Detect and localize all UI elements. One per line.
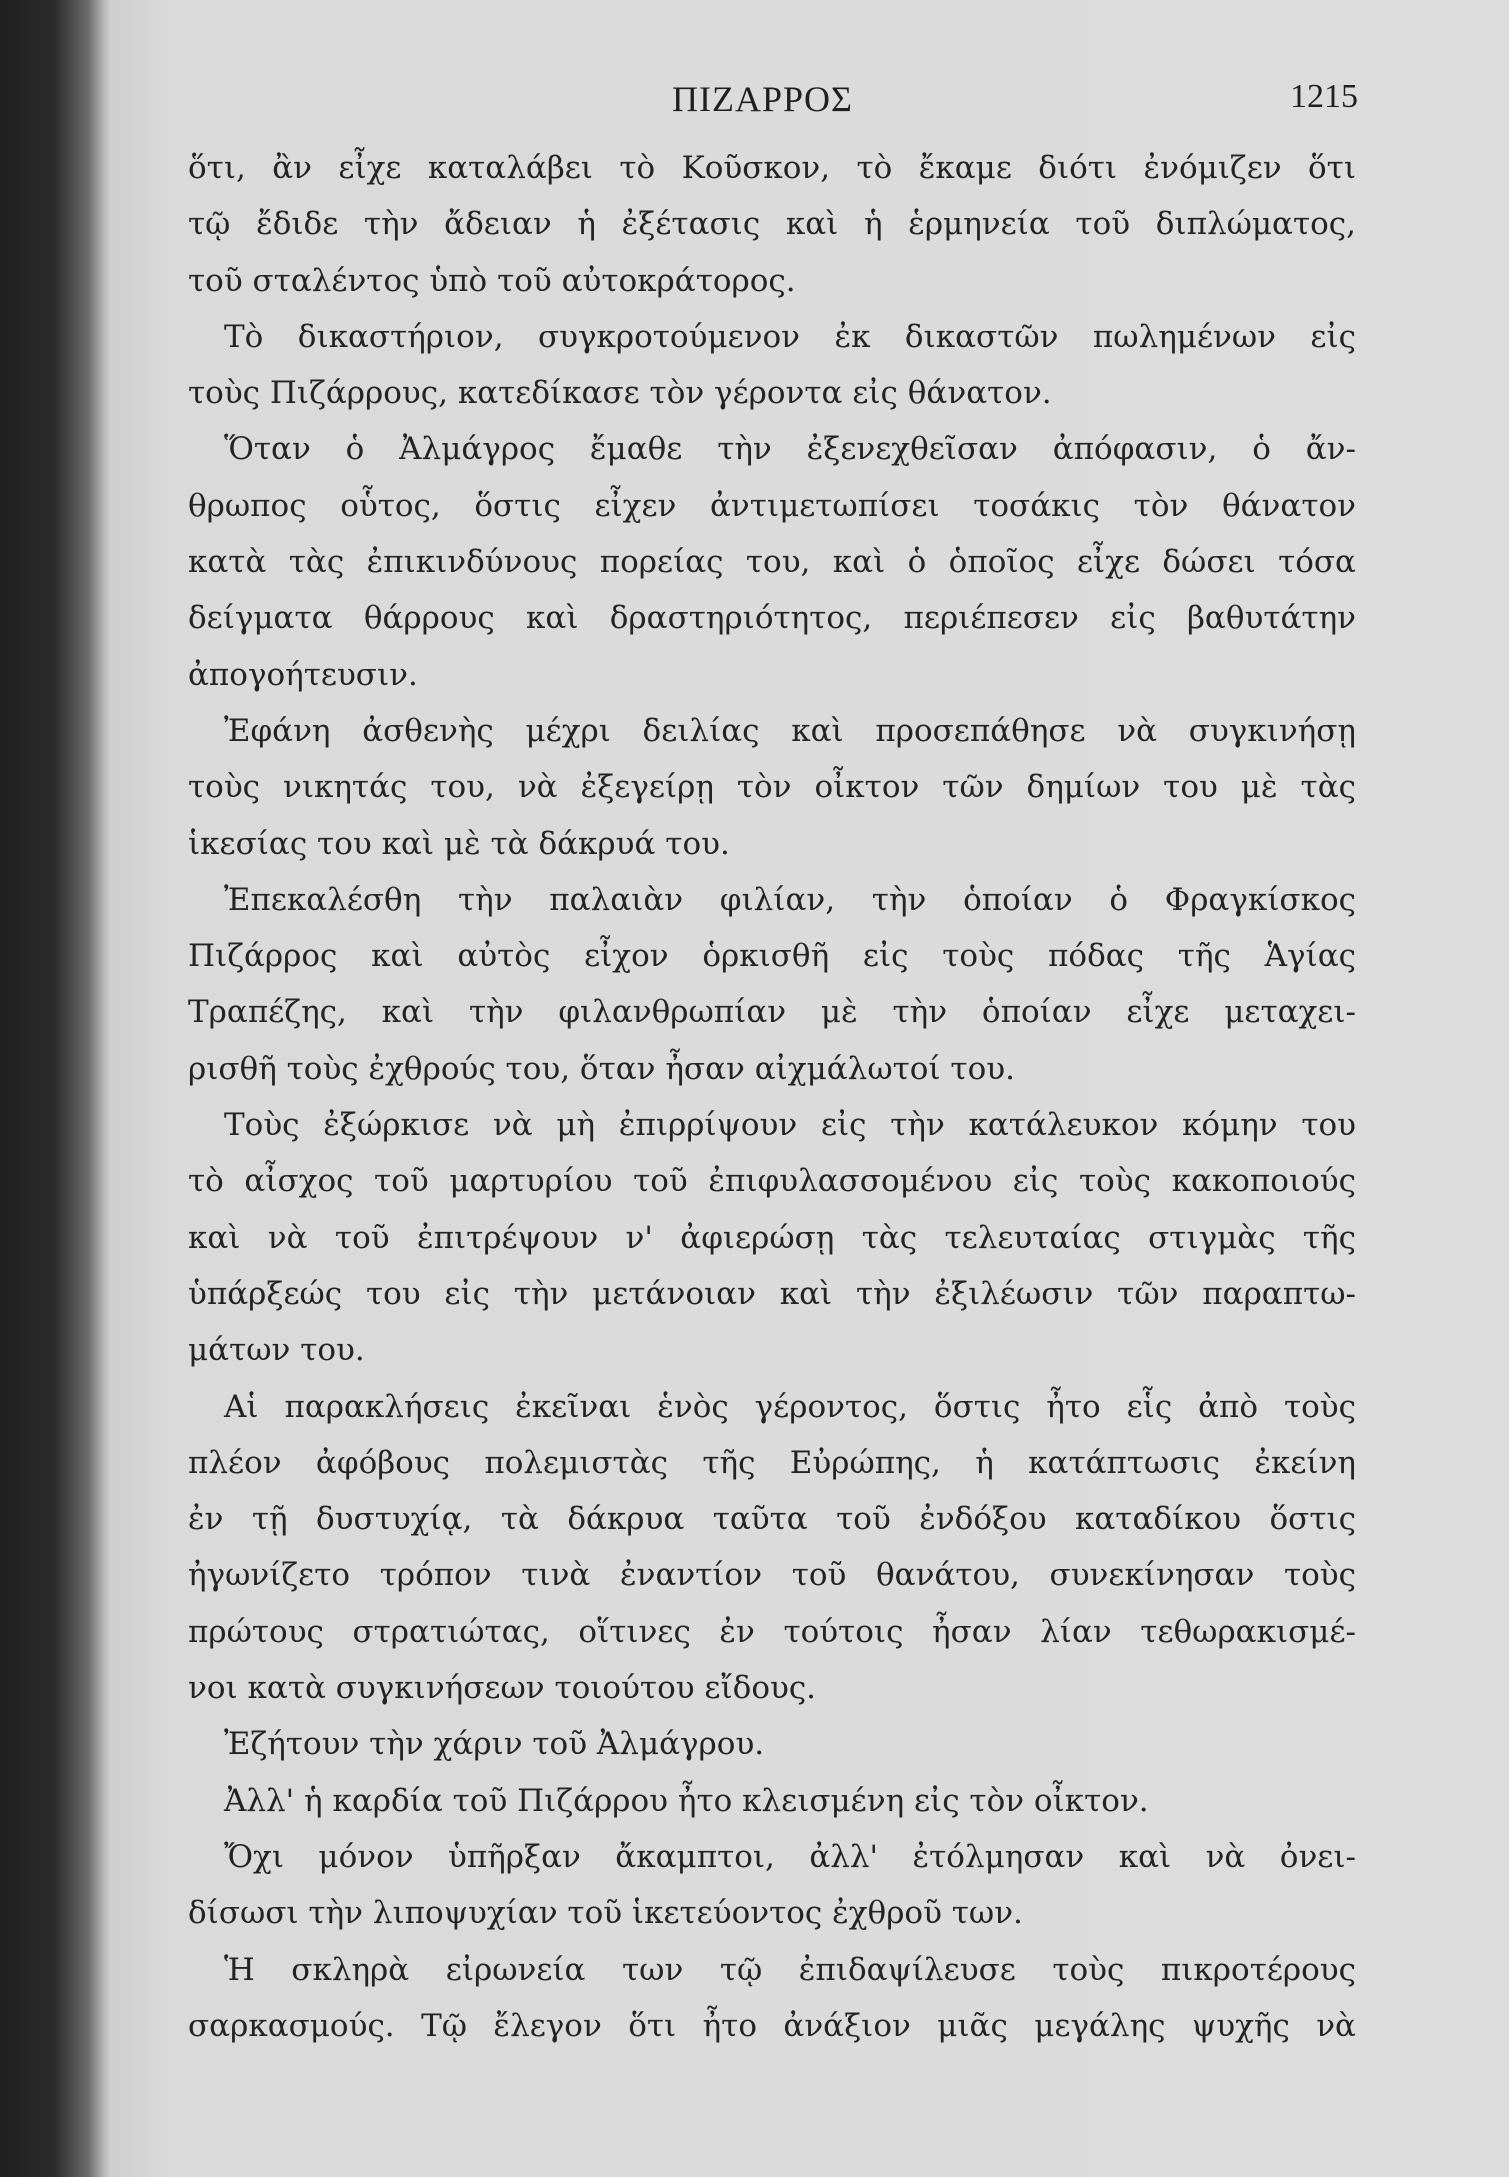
text-line: ἀπογοήτευσιν. [188, 656, 418, 693]
text-line: Αἱ παρακλήσεις ἐκεῖναι ἑνὸς γέροντος, ὅστις ἦτο εἷς ἀπὸ τοὺς [224, 1388, 1356, 1425]
text-line: Ἡ σκληρὰ εἰρωνεία των τῷ ἐπιδαψίλευσε τοὺς πικροτέρους [224, 1951, 1356, 1988]
text-line: Ἀλλ' ἡ καρδία τοῦ Πιζάρρου ἦτο κλεισμένη εἰς τὸν οἶκτον. [224, 1782, 1149, 1819]
text-line: Ἐπεκαλέσθη τὴν παλαιὰν φιλίαν, τὴν ὁποίαν ὁ Φραγκίσκος [224, 881, 1356, 918]
page-header [112, 78, 1509, 128]
text-line: Ἐφάνη ἀσθενὴς μέχρι δειλίας καὶ προσεπάθησε νὰ συγκινήσῃ [224, 712, 1356, 749]
text-line: Τὸ δικαστήριον, συγκροτούμενον ἐκ δικαστῶν πωλημένων εἰς [224, 318, 1356, 355]
book-binding-shadow [0, 0, 112, 2177]
text-line: ὅτι, ἂν εἶχε καταλάβει τὸ Κοῦσκον, τὸ ἔκαμε διότι ἐνόμιζεν ὅτι [188, 150, 1356, 186]
text-line: Ὄχι μόνον ὑπῆρξαν ἄκαμπτοι, ἀλλ' ἐτόλμησαν καὶ νὰ ὀνει- [224, 1838, 1356, 1875]
text-line: ἐν τῇ δυστυχίᾳ, τὰ δάκρυα ταῦτα τοῦ ἐνδόξου καταδίκου ὅστις [188, 1501, 1356, 1538]
book-page [112, 0, 1509, 2177]
text-line: δίσωσι τὴν λιποψυχίαν τοῦ ἱκετεύοντος ἐχθροῦ των. [188, 1895, 1023, 1932]
body-text [188, 140, 1356, 2054]
page-number: 1215 [1290, 78, 1358, 115]
text-line: Τοὺς ἐξώρκισε νὰ μὴ ἐπιρρίψουν εἰς τὴν κατάλευκον κόμην του [224, 1107, 1356, 1144]
text-line: πρώτους στρατιώτας, οἵτινες ἐν τούτοις ἦσαν λίαν τεθωρακισμέ- [188, 1613, 1356, 1650]
text-line: πλέον ἀφόβους πολεμιστὰς τῆς Εὐρώπης, ἡ κατάπτωσις ἐκείνη [188, 1444, 1356, 1481]
text-line: τῷ ἔδιδε τὴν ἄδειαν ἡ ἐξέτασις καὶ ἡ ἑρμηνεία τοῦ διπλώματος, [188, 206, 1356, 243]
text-line: τοὺς Πιζάρρους, κατεδίκασε τὸν γέροντα εἰς θάνατον. [188, 375, 1052, 412]
text-line: σαρκασμούς. Τῷ ἔλεγον ὅτι ἦτο ἀνάξιον μιᾶς μεγάλης ψυχῆς νὰ [188, 2007, 1356, 2044]
text-line: μάτων του. [188, 1332, 365, 1369]
text-line: τοῦ σταλέντος ὑπὸ τοῦ αὐτοκράτορος. [188, 262, 796, 299]
text-line: Τραπέζης, καὶ τὴν φιλανθρωπίαν μὲ τὴν ὁποίαν εἶχε μεταχει- [188, 994, 1356, 1031]
text-line: κατὰ τὰς ἐπικινδύνους πορείας του, καὶ ὁ ὁποῖος εἶχε δώσει τόσα [188, 544, 1356, 581]
text-line: δείγματα θάρρους καὶ δραστηριότητος, περιέπεσεν εἰς βαθυτάτην [188, 600, 1356, 637]
text-line: ρισθῆ τοὺς ἐχθρούς του, ὅταν ἦσαν αἰχμάλωτοί του. [188, 1050, 1015, 1087]
text-line: Ἐζήτουν τὴν χάριν τοῦ Ἀλμάγρου. [224, 1726, 765, 1763]
text-line: θρωπος οὗτος, ὅστις εἶχεν ἀντιμετωπίσει τοσάκις τὸν θάνατον [188, 487, 1356, 524]
text-line: Ὅταν ὁ Ἀλμάγρος ἔμαθε τὴν ἐξενεχθεῖσαν ἀπόφασιν, ὁ ἄν- [224, 431, 1356, 468]
text-line: τοὺς νικητάς του, νὰ ἐξεγείρῃ τὸν οἶκτον τῶν δημίων του μὲ τὰς [188, 769, 1356, 806]
text-line: Πιζάρρος καὶ αὐτὸς εἶχον ὁρκισθῆ εἰς τοὺς πόδας τῆς Ἁγίας [188, 938, 1356, 975]
text-line: ὑπάρξεώς του εἰς τὴν μετάνοιαν καὶ τὴν ἐξιλέωσιν τῶν παραπτω- [188, 1275, 1356, 1312]
text-line: ἱκεσίας του καὶ μὲ τὰ δάκρυά του. [188, 825, 730, 862]
running-title: ΠΙΖΑΡΡΟΣ [672, 79, 853, 119]
text-line: τὸ αἶσχος τοῦ μαρτυρίου τοῦ ἐπιφυλασσομένου εἰς τοὺς κακοποιούς [188, 1163, 1356, 1200]
text-line: ἠγωνίζετο τρόπον τινὰ ἐναντίον τοῦ θανάτου, συνεκίνησαν τοὺς [188, 1557, 1356, 1594]
text-line: καὶ νὰ τοῦ ἐπιτρέψουν ν' ἀφιερώσῃ τὰς τελευταίας στιγμὰς τῆς [188, 1219, 1356, 1256]
text-line: νοι κατὰ συγκινήσεων τοιούτου εἴδους. [188, 1670, 817, 1707]
